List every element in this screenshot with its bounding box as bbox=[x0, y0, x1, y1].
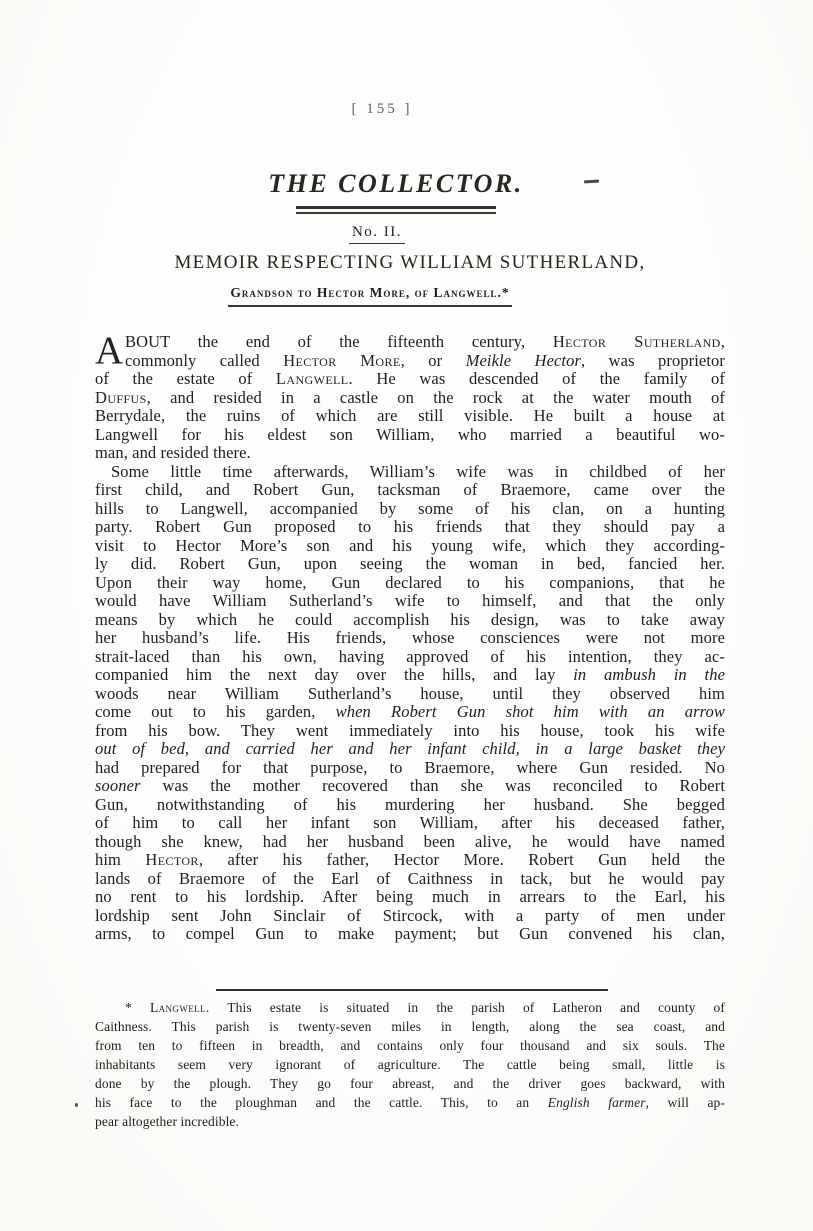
text-line: though she knew, had her husband been alive, he would have named bbox=[95, 832, 725, 851]
text-line: lordship sent John Sinclair of Stircock, with a party of men under bbox=[95, 906, 725, 925]
text-line: first child, and Robert Gun, tacksman of Braemore, came over the bbox=[95, 481, 725, 499]
paragraph-1 bbox=[95, 329, 725, 463]
text-line: him Hector, after his father, Hector More. Robert Gun held the bbox=[95, 851, 725, 869]
text-line: from his bow. They went immediately into his house, took his wife bbox=[95, 721, 725, 740]
text-line: out of bed, and carried her and her infant child, in a large basket they bbox=[95, 740, 725, 758]
footnote-separator-rule bbox=[216, 989, 608, 991]
text-line: of him to call her infant son William, after his deceased father, bbox=[95, 814, 725, 832]
text-line: ly did. Robert Gun, upon seeing the woman in bed, fancied her. bbox=[95, 555, 725, 573]
text-line: come out to his garden, when Robert Gun shot him with an arrow bbox=[95, 703, 725, 721]
drop-cap: A bbox=[95, 329, 124, 372]
memoir-subheading: Grandson to Hector More, of Langwell.* bbox=[228, 285, 511, 307]
text-line: her husband’s life. His friends, whose consciences were not more bbox=[95, 629, 725, 647]
publication-title-wrap bbox=[0, 169, 792, 199]
text-line: his face to the ploughman and the cattle. This, to an English farmer, will ap- bbox=[95, 1095, 725, 1110]
text-line: hills to Langwell, accompanied by some of his clan, on a hunting bbox=[95, 499, 725, 518]
title-double-rule bbox=[296, 206, 496, 214]
article-body bbox=[95, 329, 725, 944]
text-line: inhabitants seem very ignorant of agriculture. The cattle being small, little is bbox=[95, 1057, 725, 1072]
text-line: of the estate of Langwell. He was descended of the family of bbox=[95, 370, 725, 388]
text-line: party. Robert Gun proposed to his friends that they should pay a bbox=[95, 518, 725, 536]
text-line: arms, to compel Gun to make payment; but Gun convened his clan, bbox=[95, 925, 725, 943]
text-line: had prepared for that purpose, to Braemore, where Gun resided. No bbox=[95, 758, 725, 777]
text-line: BOUT the end of the fifteenth century, Hector Sutherland, bbox=[125, 333, 725, 351]
text-line: man, and resided there. bbox=[95, 444, 251, 462]
issue-wrap bbox=[0, 223, 754, 244]
text-line: pear altogether incredible. bbox=[95, 1114, 240, 1129]
footnote bbox=[95, 998, 725, 1131]
issue-number: No. II. bbox=[349, 224, 405, 244]
text-line: Gun, notwithstanding of his murdering her husband. She begged bbox=[95, 795, 725, 814]
text-line: commonly called Hector More, or Meikle Hector, was proprietor bbox=[125, 351, 725, 370]
text-line: from ten to fifteen in breadth, and contains only four thousand and six souls. The bbox=[95, 1038, 725, 1053]
text-line: means by which he could accomplish his design, was to take away bbox=[95, 610, 725, 629]
text-line: Caithness. This parish is twenty-seven miles in length, along the sea coast, and bbox=[95, 1019, 725, 1034]
text-line: * Langwell. This estate is situated in the parish of Latheron and county of bbox=[125, 1000, 725, 1015]
text-line: woods near William Sutherland’s house, until they observed him bbox=[95, 684, 725, 703]
memoir-heading: MEMOIR RESPECTING WILLIAM SUTHERLAND, bbox=[174, 252, 646, 273]
text-line: companied him the next day over the hills, and lay in ambush in the bbox=[95, 666, 725, 684]
page-number: [ 155 ] bbox=[351, 101, 413, 117]
text-line: Some little time afterwards, William’s wife was in childbed of her bbox=[111, 462, 725, 481]
text-line: done by the plough. They go four abreast, and the driver goes backward, with bbox=[95, 1076, 725, 1091]
text-line: would have William Sutherland’s wife to himself, and that the only bbox=[95, 592, 725, 610]
scan-artifact-speck bbox=[75, 1103, 78, 1107]
text-line: strait-laced than his own, having approved of his intention, they ac- bbox=[95, 647, 725, 666]
text-line: Langwell for his eldest son William, who married a beautiful wo- bbox=[95, 425, 725, 444]
text-line: Berrydale, the ruins of which are still visible. He built a house at bbox=[95, 407, 725, 425]
text-line: lands of Braemore of the Earl of Caithness in tack, but he would pay bbox=[95, 869, 725, 888]
publication-title: THE COLLECTOR. bbox=[268, 169, 524, 198]
text-line: visit to Hector More’s son and his young wife, which they according- bbox=[95, 536, 725, 555]
paragraph-2 bbox=[95, 463, 725, 944]
text-line: sooner was the mother recovered than she was reconciled to Robert bbox=[95, 777, 725, 795]
text-line: Upon their way home, Gun declared to his companions, that he bbox=[95, 573, 725, 592]
text-line: Duffus, and resided in a castle on the rock at the water mouth of bbox=[95, 388, 725, 407]
subheading-wrap bbox=[0, 284, 740, 307]
paragraph-1-lines bbox=[95, 329, 725, 463]
text-line: no rent to his lordship. After being much in arrears to the Earl, his bbox=[95, 888, 725, 906]
